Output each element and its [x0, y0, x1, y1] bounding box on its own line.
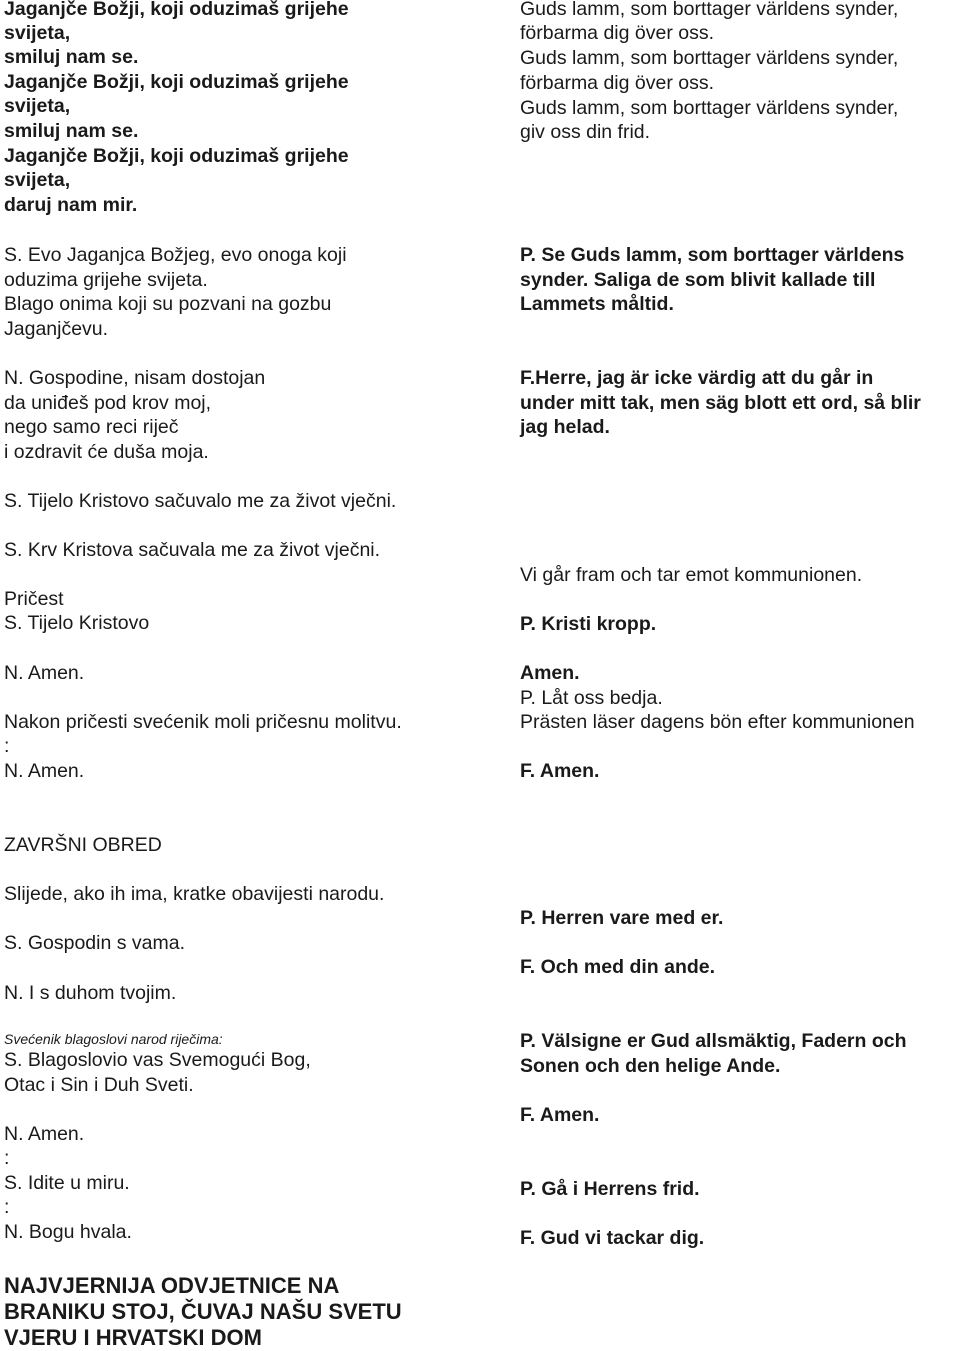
text-line: P. Se Guds lamm, som borttager världens: [520, 244, 905, 266]
text-line: förbarma dig över oss.: [520, 72, 715, 94]
text-line: Jaganjče Božji, koji oduzimaš grijehe: [4, 145, 349, 167]
text-line: smiluj nam se.: [4, 46, 139, 68]
text-line: svijeta,: [4, 95, 71, 117]
colon-mark: :: [4, 1196, 10, 1218]
amen-response: N. Amen.: [4, 662, 85, 684]
text-line: Guds lamm, som borttager världens synder,: [520, 97, 899, 119]
rubric-line: Slijede, ako ih ima, kratke obavijesti narodu.: [4, 883, 385, 905]
amen-response: Amen.: [520, 662, 580, 684]
text-line: da uniđeš pod krov moj,: [4, 392, 212, 414]
response-line: N. Bogu hvala.: [4, 1221, 132, 1243]
text-line: Sonen och den helige Ande.: [520, 1055, 781, 1077]
response-line: F. Gud vi tackar dig.: [520, 1227, 705, 1249]
rubric-line: Prästen läser dagens bön efter kommunionen: [520, 711, 915, 733]
text-line: smiluj nam se.: [4, 120, 139, 142]
amen-response: N. Amen.: [4, 760, 85, 782]
text-line: S. Evo Jaganjca Božjeg, evo onoga koji: [4, 244, 347, 266]
colon-mark: :: [4, 735, 10, 757]
text-line: svijeta,: [4, 22, 71, 44]
text-line: giv oss din frid.: [520, 121, 651, 143]
text-line: nego samo reci riječ: [4, 416, 179, 438]
text-line: Guds lamm, som borttager världens synder,: [520, 47, 899, 69]
text-line: F.Herre, jag är icke värdig att du går in: [520, 367, 874, 389]
sanguis-line: S. Krv Kristova sačuvala me za život vječni.: [4, 539, 381, 561]
greeting-line: P. Herren vare med er.: [520, 907, 724, 929]
text-line: VJERU I HRVATSKI DOM: [4, 1325, 262, 1350]
section-heading: ZAVRŠNI OBRED: [4, 834, 162, 856]
text-line: S. Blagoslovio vas Svemogući Bog,: [4, 1049, 311, 1071]
amen-response: N. Amen.: [4, 1123, 85, 1145]
text-line: Jaganjče Božji, koji oduzimaš grijehe: [4, 0, 349, 20]
communion-heading: Pričest: [4, 588, 64, 610]
amen-response: F. Amen.: [520, 1104, 600, 1126]
text-line: P. Välsigne er Gud allsmäktig, Fadern och: [520, 1030, 907, 1052]
dismissal-line: P. Gå i Herrens frid.: [520, 1178, 700, 1200]
response-line: F. Och med din ande.: [520, 956, 716, 978]
text-line: Blago onima koji su pozvani na gozbu: [4, 293, 332, 315]
text-line: oduzima grijehe svijeta.: [4, 269, 208, 291]
text-line: daruj nam mir.: [4, 194, 138, 216]
text-line: svijeta,: [4, 169, 71, 191]
post-communion-rubric: Nakon pričesti svećenik moli pričesnu molitvu.: [4, 711, 402, 733]
colon-mark: :: [4, 1147, 10, 1169]
dismissal-line: S. Idite u miru.: [4, 1172, 130, 1194]
response-line: N. I s duhom tvojim.: [4, 982, 177, 1004]
text-line: Lammets måltid.: [520, 293, 674, 315]
text-line: N. Gospodine, nisam dostojan: [4, 367, 266, 389]
text-line: Otac i Sin i Duh Sveti.: [4, 1074, 194, 1096]
prayer-invitation: P. Låt oss bedja.: [520, 687, 663, 709]
text-line: under mitt tak, men säg blott ett ord, så blir: [520, 392, 921, 414]
greeting-line: S. Gospodin s vama.: [4, 932, 186, 954]
text-line: Guds lamm, som borttager världens synder,: [520, 0, 899, 20]
rubric-note: Svećenik blagoslovi narod riječima:: [4, 1031, 223, 1047]
text-line: BRANIKU STOJ, ČUVAJ NAŠU SVETU: [4, 1299, 402, 1324]
text-line: Jaganjče Božji, koji oduzimaš grijehe: [4, 71, 349, 93]
text-line: synder. Saliga de som blivit kallade till: [520, 269, 876, 291]
corpus-line: S. Tijelo Kristovo sačuvalo me za život vječni.: [4, 490, 397, 512]
text-line: NAJVJERNIJA ODVJETNICE NA: [4, 1273, 340, 1298]
body-of-christ-line: S. Tijelo Kristovo: [4, 612, 150, 634]
text-line: förbarma dig över oss.: [520, 22, 715, 44]
text-line: Jaganjčevu.: [4, 318, 109, 340]
text-line: jag helad.: [520, 416, 610, 438]
amen-response: F. Amen.: [520, 760, 600, 782]
rubric-line: Vi går fram och tar emot kommunionen.: [520, 564, 863, 586]
body-of-christ-line: P. Kristi kropp.: [520, 613, 657, 635]
text-line: i ozdravit će duša moja.: [4, 441, 209, 463]
